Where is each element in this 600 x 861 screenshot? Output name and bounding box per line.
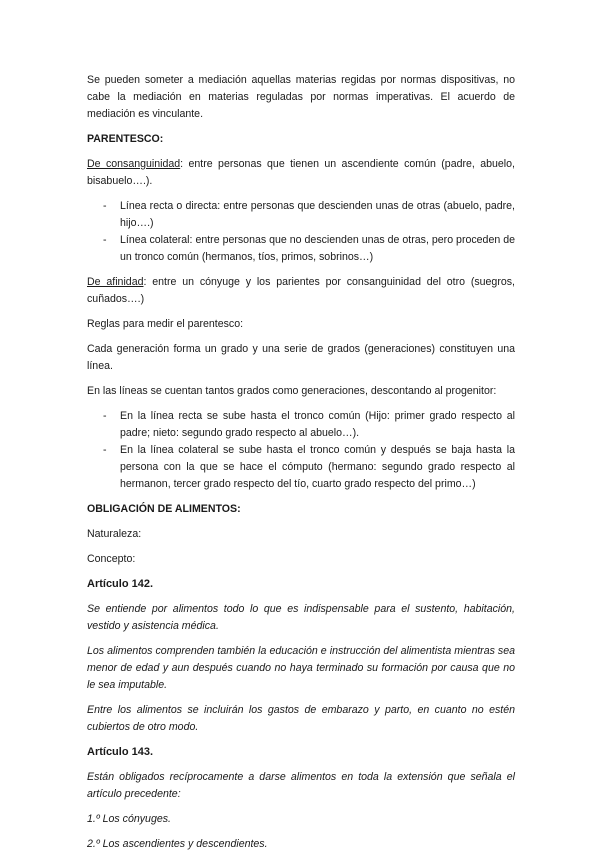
afinidad-text: : entre un cónyuge y los parientes por consanguinidad del otro (suegros, cuñados….) — [87, 276, 515, 305]
article-142-paragraph: Los alimentos comprenden también la educación e instrucción del alimentista mientras sea menor de edad y aun después cuando no haya terminado su formación por causa que no le sea imputable. — [87, 645, 515, 691]
article-143-title: Artículo 143. — [87, 746, 154, 758]
consanguinidad-list — [87, 198, 515, 266]
dash-bullet: - — [103, 234, 107, 246]
article-143-paragraph: Están obligados recíprocamente a darse alimentos en toda la extensión que señala el artículo precedente: — [87, 771, 515, 800]
reglas-paragraph: Reglas para medir el parentesco: — [87, 318, 244, 330]
dash-bullet: - — [103, 200, 107, 212]
intro-paragraph: Se pueden someter a mediación aquellas materias regidas por normas dispositivas, no cabe la mediación en materias reguladas por normas imperativas. El acuerdo de mediación es vinculante. — [87, 74, 515, 120]
alimentos-heading: OBLIGACIÓN DE ALIMENTOS: — [87, 503, 241, 515]
consanguinidad-paragraph — [87, 156, 515, 190]
concepto-label: Concepto: — [87, 553, 136, 565]
list-item-text: Línea recta o directa: entre personas que descienden unas de otras (abuelo, padre, hijo….) — [120, 200, 515, 229]
list-item-text: En la línea recta se sube hasta el tronco común (Hijo: primer grado respecto al padre; nieto: segundo grado respecto al abuelo…). — [120, 410, 515, 439]
generacion-paragraph: Cada generación forma un grado y una serie de grados (generaciones) constituyen una línea. — [87, 343, 515, 372]
article-143-paragraph: 2.º Los ascendientes y descendientes. — [87, 838, 268, 850]
list-item — [87, 408, 515, 442]
consanguinidad-term: De consanguinidad — [87, 158, 181, 170]
article-142-paragraph: Se entiende por alimentos todo lo que es indispensable para el sustento, habitación, vestido y asistencia médica. — [87, 603, 515, 632]
naturaleza-label: Naturaleza: — [87, 528, 142, 540]
document-page — [87, 72, 515, 861]
list-item-text: Línea colateral: entre personas que no descienden unas de otras, pero proceden de un tronco común (hermanos, tíos, primos, sobrinos…) — [120, 234, 515, 263]
lineas-paragraph: En las líneas se cuentan tantos grados como generaciones, descontando al progenitor: — [87, 385, 497, 397]
list-item — [87, 232, 515, 266]
dash-bullet: - — [103, 410, 107, 422]
dash-bullet: - — [103, 444, 107, 456]
afinidad-term: De afinidad — [87, 276, 144, 288]
afinidad-paragraph — [87, 274, 515, 308]
list-item — [87, 198, 515, 232]
list-item — [87, 442, 515, 493]
consanguinidad-text: : entre personas que tienen un ascendiente común (padre, abuelo, bisabuelo….). — [87, 158, 515, 187]
article-142-paragraph: Entre los alimentos se incluirán los gastos de embarazo y parto, en cuanto no estén cubiertos de otro modo. — [87, 704, 515, 733]
article-142-title: Artículo 142. — [87, 578, 154, 590]
article-143-paragraph: 1.º Los cónyuges. — [87, 813, 171, 825]
parentesco-heading: PARENTESCO: — [87, 133, 164, 145]
list-item-text: En la línea colateral se sube hasta el tronco común y después se baja hasta la persona con la que se hace el cómputo (hermano: segundo grado respecto al hermanon, tercer grado respecto del tío, cuarto grado respecto del primo…) — [120, 444, 515, 490]
lineas-list — [87, 408, 515, 493]
